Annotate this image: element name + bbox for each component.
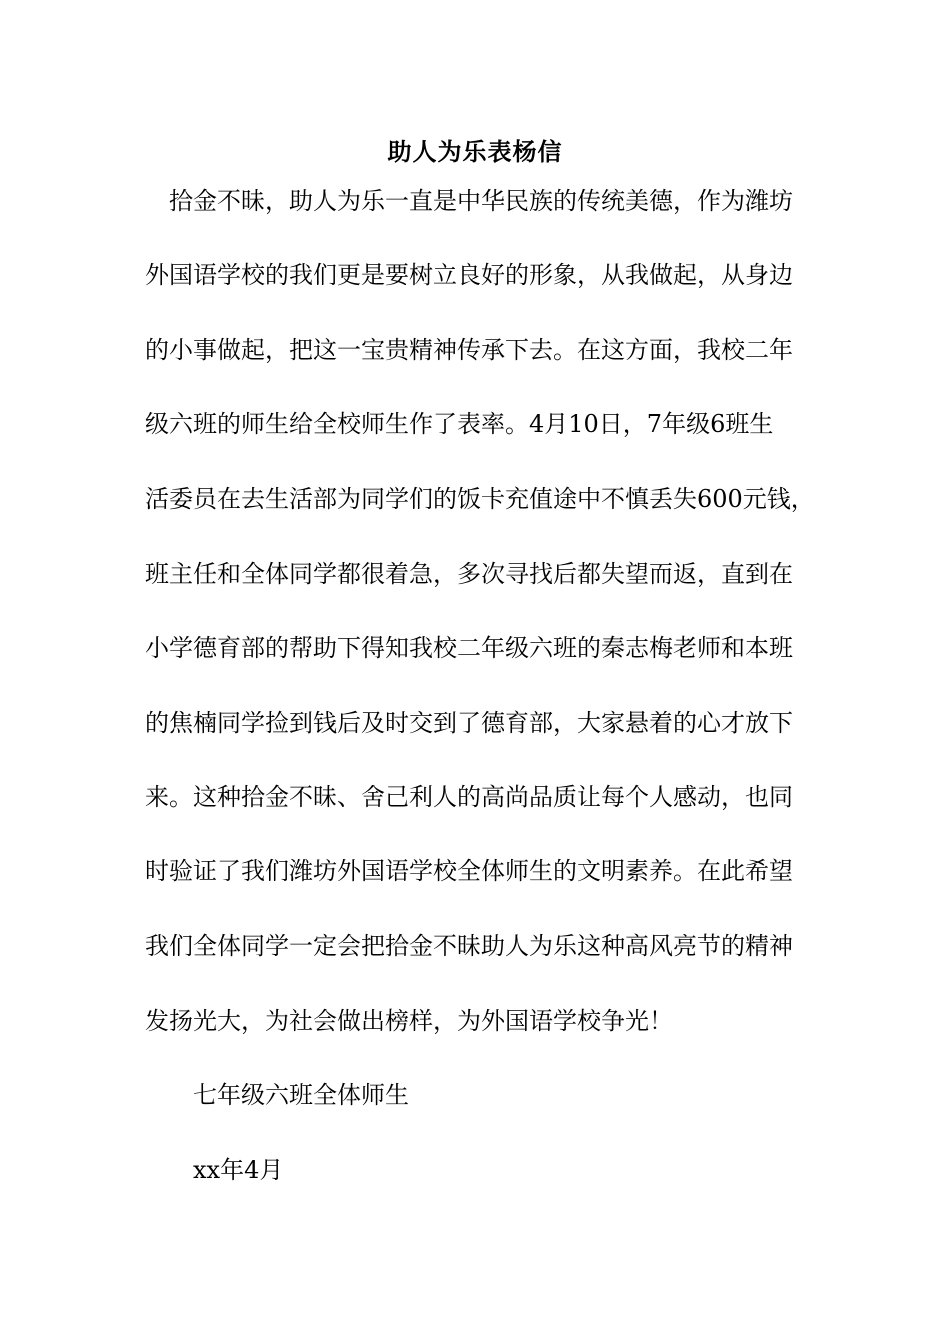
signature: 七年级六班全体师生: [193, 1081, 409, 1109]
body-line-2: 外国语学校的我们更是要树立良好的形象，从我做起，从身边: [145, 261, 793, 289]
body-line-4: 级六班的师生给全校师生作了表率。4月10日，7年级6班生: [145, 410, 774, 438]
body-line-5: 活委员在去生活部为同学们的饭卡充值途中不慎丢失600元钱，: [145, 485, 815, 513]
body-line-6: 班主任和全体同学都很着急，多次寻找后都失望而返，直到在: [145, 560, 793, 588]
body-line-10: 时验证了我们潍坊外国语学校全体师生的文明素养。在此希望: [145, 857, 793, 885]
body-line-12: 发扬光大，为社会做出榜样，为外国语学校争光！: [145, 1007, 673, 1035]
document-date: xx年4月: [193, 1156, 284, 1184]
body-line-9: 来。这种拾金不昧、舍己利人的高尚品质让每个人感动，也同: [145, 783, 793, 811]
body-line-8: 的焦楠同学捡到钱后及时交到了德育部，大家悬着的心才放下: [145, 709, 793, 737]
body-line-11: 我们全体同学一定会把拾金不昧助人为乐这种高风亮节的精神: [145, 932, 793, 960]
body-line-1: 拾金不昧，助人为乐一直是中华民族的传统美德，作为潍坊: [145, 187, 793, 215]
document-title: 助人为乐表杨信: [387, 137, 563, 166]
body-line-7: 小学德育部的帮助下得知我校二年级六班的秦志梅老师和本班: [145, 634, 793, 662]
body-line-3: 的小事做起，把这一宝贵精神传承下去。在这方面，我校二年: [145, 336, 793, 364]
